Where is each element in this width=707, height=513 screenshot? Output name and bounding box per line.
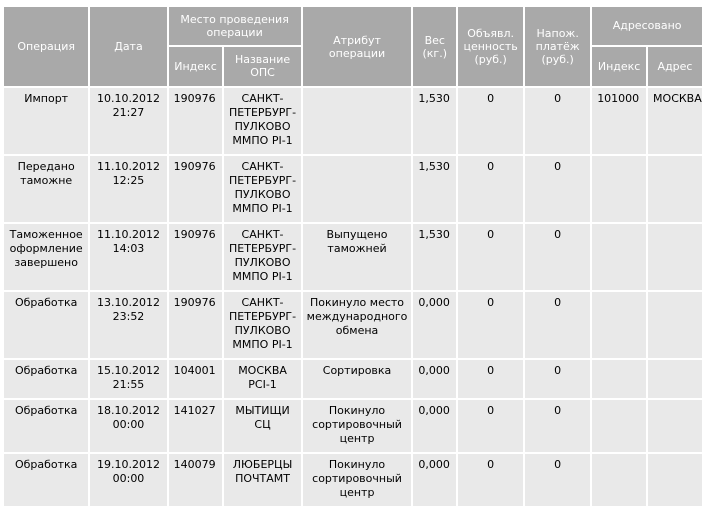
cell-addr-index: 101000	[592, 88, 646, 154]
cell-weight: 1,530	[413, 156, 456, 222]
table-row	[4, 292, 702, 358]
cell-addr-address	[648, 400, 702, 452]
cell-operation: Импорт	[4, 88, 88, 154]
cell-cod: 0	[525, 360, 590, 398]
cell-declared: 0	[458, 88, 523, 154]
cell-operation: Передано таможне	[4, 156, 88, 222]
header-addressed: Адресовано	[592, 7, 702, 45]
cell-cod: 0	[525, 156, 590, 222]
cell-addr-index	[592, 360, 646, 398]
cell-ops: САНКТ-ПЕТЕРБУРГ-ПУЛКОВО ММПО PI-1	[224, 88, 300, 154]
cell-attribute: Покинуло место международного обмена	[303, 292, 412, 358]
cell-cod: 0	[525, 400, 590, 452]
cell-addr-address	[648, 292, 702, 358]
cell-index: 104001	[169, 360, 223, 398]
cell-declared: 0	[458, 360, 523, 398]
cell-operation: Обработка	[4, 400, 88, 452]
cell-cod: 0	[525, 454, 590, 506]
cell-weight: 1,530	[413, 224, 456, 290]
cell-index: 140079	[169, 454, 223, 506]
cell-weight: 0,000	[413, 400, 456, 452]
cell-operation: Таможенное оформление завершено	[4, 224, 88, 290]
cell-weight: 0,000	[413, 292, 456, 358]
table-row	[4, 400, 702, 452]
cell-date: 11.10.2012 14:03	[90, 224, 166, 290]
cell-attribute: Покинуло сортировочный центр	[303, 400, 412, 452]
cell-weight: 0,000	[413, 360, 456, 398]
cell-operation: Обработка	[4, 360, 88, 398]
cell-index: 190976	[169, 88, 223, 154]
cell-index: 190976	[169, 224, 223, 290]
table-row	[4, 224, 702, 290]
cell-cod: 0	[525, 292, 590, 358]
header-place-index: Индекс	[169, 47, 223, 86]
header-date: Дата	[90, 7, 166, 86]
header-place: Место проведения операции	[169, 7, 301, 45]
cell-declared: 0	[458, 224, 523, 290]
cell-index: 190976	[169, 292, 223, 358]
cell-addr-index	[592, 156, 646, 222]
cell-declared: 0	[458, 454, 523, 506]
cell-addr-index	[592, 224, 646, 290]
header-place-name: Название ОПС	[224, 47, 300, 86]
cell-ops: САНКТ-ПЕТЕРБУРГ-ПУЛКОВО ММПО PI-1	[224, 292, 300, 358]
cell-ops: МЫТИЩИ СЦ	[224, 400, 300, 452]
cell-addr-address	[648, 454, 702, 506]
cell-ops: МОСКВА PCI-1	[224, 360, 300, 398]
table-row	[4, 454, 702, 506]
cell-addr-address	[648, 224, 702, 290]
cell-declared: 0	[458, 292, 523, 358]
cell-index: 190976	[169, 156, 223, 222]
cell-declared: 0	[458, 156, 523, 222]
cell-attribute	[303, 88, 412, 154]
header-weight: Вес (кг.)	[413, 7, 456, 86]
cell-ops: ЛЮБЕРЦЫ ПОЧТАМТ	[224, 454, 300, 506]
cell-addr-index	[592, 292, 646, 358]
cell-date: 11.10.2012 12:25	[90, 156, 166, 222]
cell-operation: Обработка	[4, 292, 88, 358]
cell-date: 13.10.2012 23:52	[90, 292, 166, 358]
cell-operation: Обработка	[4, 454, 88, 506]
cell-index: 141027	[169, 400, 223, 452]
cell-weight: 0,000	[413, 454, 456, 506]
cell-date: 19.10.2012 00:00	[90, 454, 166, 506]
cell-attribute: Выпущено таможней	[303, 224, 412, 290]
cell-date: 10.10.2012 21:27	[90, 88, 166, 154]
cell-date: 18.10.2012 00:00	[90, 400, 166, 452]
cell-cod: 0	[525, 224, 590, 290]
cell-ops: САНКТ-ПЕТЕРБУРГ-ПУЛКОВО ММПО PI-1	[224, 224, 300, 290]
cell-cod: 0	[525, 88, 590, 154]
cell-ops: САНКТ-ПЕТЕРБУРГ-ПУЛКОВО ММПО PI-1	[224, 156, 300, 222]
cell-addr-index	[592, 400, 646, 452]
table-row	[4, 88, 702, 154]
header-addr-address: Адрес	[648, 47, 702, 86]
header-cod: Напож. платёж (руб.)	[525, 7, 590, 86]
cell-attribute: Сортировка	[303, 360, 412, 398]
tracking-table	[2, 5, 704, 508]
cell-attribute: Покинуло сортировочный центр	[303, 454, 412, 506]
cell-addr-address	[648, 156, 702, 222]
cell-addr-address	[648, 360, 702, 398]
cell-date: 15.10.2012 21:55	[90, 360, 166, 398]
cell-addr-index	[592, 454, 646, 506]
cell-addr-address: МОСКВА	[648, 88, 702, 154]
table-row	[4, 156, 702, 222]
header-operation: Операция	[4, 7, 88, 86]
cell-weight: 1,530	[413, 88, 456, 154]
cell-attribute	[303, 156, 412, 222]
header-declared-value: Объявл. ценность (руб.)	[458, 7, 523, 86]
header-attribute: Атрибут операции	[303, 7, 412, 86]
cell-declared: 0	[458, 400, 523, 452]
header-addr-index: Индекс	[592, 47, 646, 86]
table-row	[4, 360, 702, 398]
